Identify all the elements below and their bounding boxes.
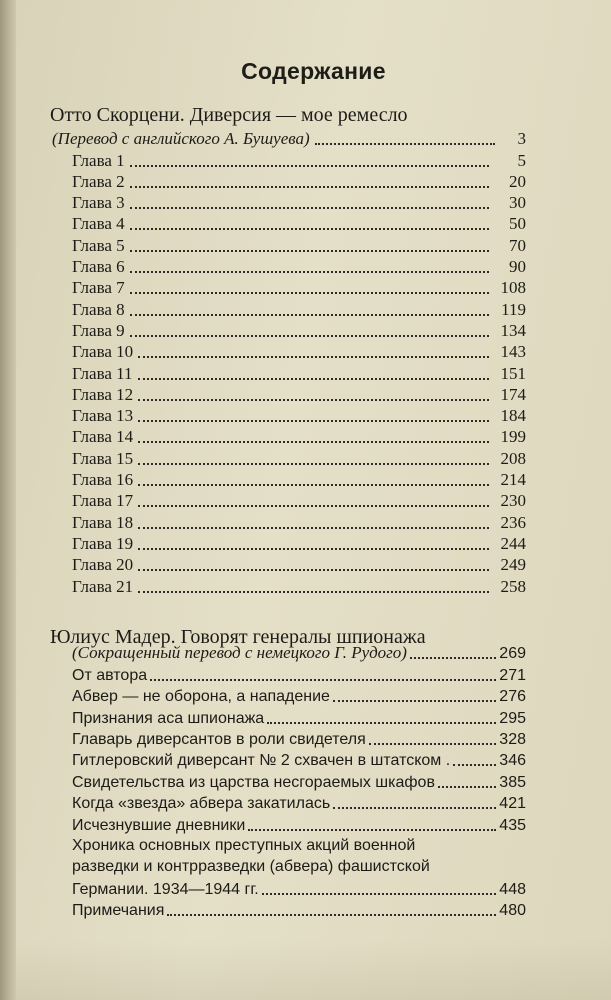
leader-dots bbox=[130, 186, 489, 188]
leader-dots bbox=[138, 591, 489, 593]
page-number: 70 bbox=[509, 235, 526, 255]
entry-label: Исчезнувшие дневники bbox=[72, 816, 246, 834]
page-number: 119 bbox=[501, 299, 526, 319]
page-number: 236 bbox=[500, 512, 526, 532]
entry-label: Глава 2 bbox=[72, 171, 125, 191]
leader-dots bbox=[138, 420, 489, 422]
entry-label: Глава 20 bbox=[72, 555, 134, 575]
page-number: 480 bbox=[499, 902, 526, 920]
leader-dots bbox=[138, 484, 489, 486]
page-number: 328 bbox=[499, 730, 526, 748]
page-number: 208 bbox=[500, 448, 526, 468]
chapter-row bbox=[16, 447, 611, 468]
page-number: 20 bbox=[509, 171, 526, 191]
leader-dots bbox=[138, 441, 489, 443]
leader-dots bbox=[138, 527, 489, 529]
entry-label: Глава 15 bbox=[72, 448, 134, 468]
entry-label: Глава 5 bbox=[72, 235, 125, 255]
leader-dots bbox=[410, 657, 496, 659]
leader-dots bbox=[150, 679, 496, 681]
entry-row bbox=[16, 706, 611, 727]
leader-dots bbox=[138, 399, 489, 401]
entry-label: Глава 8 bbox=[72, 299, 125, 319]
part1-toc bbox=[16, 128, 611, 597]
page-number: 5 bbox=[517, 150, 526, 170]
part2-subtitle: (Сокращенный перевод с немецкого Г. Рудого) bbox=[72, 643, 407, 663]
chapter-row bbox=[16, 405, 611, 426]
entry-label: Глава 16 bbox=[72, 470, 134, 490]
page-number: 230 bbox=[500, 491, 526, 511]
page-number: 421 bbox=[499, 795, 526, 813]
chronicle-row bbox=[16, 877, 611, 898]
page-number: 90 bbox=[509, 257, 526, 277]
entry-label: Глава 7 bbox=[72, 278, 125, 298]
page-number: 346 bbox=[499, 752, 526, 770]
part2-heading: Юлиус Мадер. Говорят генералы шпионажа bbox=[50, 626, 426, 648]
entry-label: Глава 4 bbox=[72, 214, 125, 234]
leader-dots bbox=[130, 314, 489, 316]
entry-label: Гитлеровский диверсант № 2 схвачен в штатском . bbox=[72, 752, 451, 770]
leader-dots bbox=[438, 786, 496, 788]
entry-label: Главарь диверсантов в роли свидетеля bbox=[72, 730, 366, 748]
page-number: 269 bbox=[499, 645, 526, 663]
entry-label: Глава 9 bbox=[72, 320, 125, 340]
book-page bbox=[16, 0, 611, 1000]
entry-row bbox=[16, 663, 611, 684]
chronicle-line-2: разведки и контрразведки (абвера) фашистской bbox=[72, 857, 430, 875]
chronicle-line-1: Хроника основных преступных акций военной bbox=[72, 836, 416, 854]
leader-dots bbox=[138, 548, 489, 550]
leader-dots bbox=[333, 807, 496, 809]
part1-subtitle-row bbox=[16, 128, 611, 149]
chapter-row bbox=[16, 341, 611, 362]
entry-row bbox=[16, 770, 611, 791]
page-number: 435 bbox=[499, 816, 526, 834]
leader-dots bbox=[130, 292, 489, 294]
leader-dots bbox=[267, 722, 496, 724]
page-number: 448 bbox=[499, 880, 526, 898]
page-number: 174 bbox=[500, 384, 526, 404]
chapter-row bbox=[16, 554, 611, 575]
book-spine-edge bbox=[0, 0, 16, 1000]
page-number: 258 bbox=[500, 576, 526, 596]
entry-label: Глава 1 bbox=[72, 150, 125, 170]
entry-label: Глава 11 bbox=[72, 363, 133, 383]
page-number: 151 bbox=[500, 363, 526, 383]
leader-dots bbox=[248, 829, 496, 831]
entry-row bbox=[16, 728, 611, 749]
chapter-row bbox=[16, 426, 611, 447]
entry-label: Глава 21 bbox=[72, 576, 134, 596]
page-title: Содержание bbox=[241, 58, 386, 84]
chapter-row bbox=[16, 234, 611, 255]
leader-dots bbox=[130, 207, 489, 209]
entry-label: Свидетельства из царства несгораемых шкафов bbox=[72, 773, 435, 791]
leader-dots bbox=[138, 505, 489, 507]
entry-row bbox=[16, 685, 611, 706]
page-number: 385 bbox=[499, 773, 526, 791]
chapter-row bbox=[16, 511, 611, 532]
chapter-row bbox=[16, 469, 611, 490]
page-number: 199 bbox=[500, 427, 526, 447]
page-number: 50 bbox=[509, 214, 526, 234]
entry-label: Глава 6 bbox=[72, 257, 125, 277]
part2-subtitle-row bbox=[16, 642, 611, 663]
entry-label: Абвер — не оборона, а нападение bbox=[72, 688, 330, 706]
entry-label: Глава 10 bbox=[72, 342, 134, 362]
chapter-row bbox=[16, 320, 611, 341]
chapter-row bbox=[16, 362, 611, 383]
chapter-row bbox=[16, 171, 611, 192]
entry-label: Глава 18 bbox=[72, 512, 134, 532]
leader-dots bbox=[130, 271, 489, 273]
page-number: 134 bbox=[500, 320, 526, 340]
entry-label: Глава 13 bbox=[72, 406, 134, 426]
chapter-row bbox=[16, 575, 611, 596]
chapter-row bbox=[16, 298, 611, 319]
entry-label: Когда «звезда» абвера закатилась bbox=[72, 795, 331, 813]
notes-label: Примечания bbox=[72, 902, 165, 920]
leader-dots bbox=[262, 893, 497, 895]
entry-label: Глава 19 bbox=[72, 533, 134, 553]
entry-label: Глава 3 bbox=[72, 193, 125, 213]
page-number: 214 bbox=[500, 470, 526, 490]
chronicle-line-3: Германии. 1934—1944 гг. bbox=[72, 880, 259, 898]
part2-toc bbox=[16, 642, 611, 920]
chapter-list bbox=[16, 149, 611, 596]
entry-label: От автора bbox=[72, 666, 148, 684]
leader-dots bbox=[138, 463, 489, 465]
page-number: 184 bbox=[500, 406, 526, 426]
leader-dots bbox=[453, 764, 496, 766]
chapter-row bbox=[16, 533, 611, 554]
chapter-row bbox=[16, 256, 611, 277]
page-number: 249 bbox=[500, 555, 526, 575]
page-number: 295 bbox=[499, 709, 526, 727]
page-number: 3 bbox=[517, 129, 526, 149]
leader-dots bbox=[130, 250, 489, 252]
notes-row bbox=[16, 899, 611, 920]
chapter-row bbox=[16, 277, 611, 298]
leader-dots bbox=[130, 335, 489, 337]
chapter-row bbox=[16, 192, 611, 213]
entry-row bbox=[16, 792, 611, 813]
chapter-row bbox=[16, 384, 611, 405]
page-shadow bbox=[16, 940, 611, 1000]
entry-row bbox=[16, 749, 611, 770]
page-number: 244 bbox=[500, 533, 526, 553]
entry-label: Глава 17 bbox=[72, 491, 134, 511]
page-number: 271 bbox=[499, 666, 526, 684]
leader-dots bbox=[138, 378, 489, 380]
leader-dots bbox=[130, 228, 489, 230]
chapter-row bbox=[16, 213, 611, 234]
part1-heading: Отто Скорцени. Диверсия — мое ремесло bbox=[50, 104, 408, 126]
page-number: 143 bbox=[500, 342, 526, 362]
chapter-row bbox=[16, 490, 611, 511]
leader-dots bbox=[138, 356, 489, 358]
entry-label: Признания аса шпионажа bbox=[72, 709, 265, 727]
entry-label: Глава 12 bbox=[72, 384, 134, 404]
leader-dots bbox=[130, 165, 489, 167]
page-number: 108 bbox=[500, 278, 526, 298]
entry-label: Глава 14 bbox=[72, 427, 134, 447]
entry-row bbox=[16, 813, 611, 834]
leader-dots bbox=[333, 700, 496, 702]
leader-dots bbox=[167, 914, 496, 916]
leader-dots bbox=[138, 569, 489, 571]
part2-entry-list bbox=[16, 663, 611, 834]
leader-dots bbox=[369, 743, 497, 745]
page-number: 30 bbox=[509, 193, 526, 213]
chapter-row bbox=[16, 149, 611, 170]
page-number: 276 bbox=[499, 688, 526, 706]
part1-subtitle: (Перевод с английского А. Бушуева) bbox=[52, 129, 310, 149]
leader-dots bbox=[315, 143, 495, 145]
